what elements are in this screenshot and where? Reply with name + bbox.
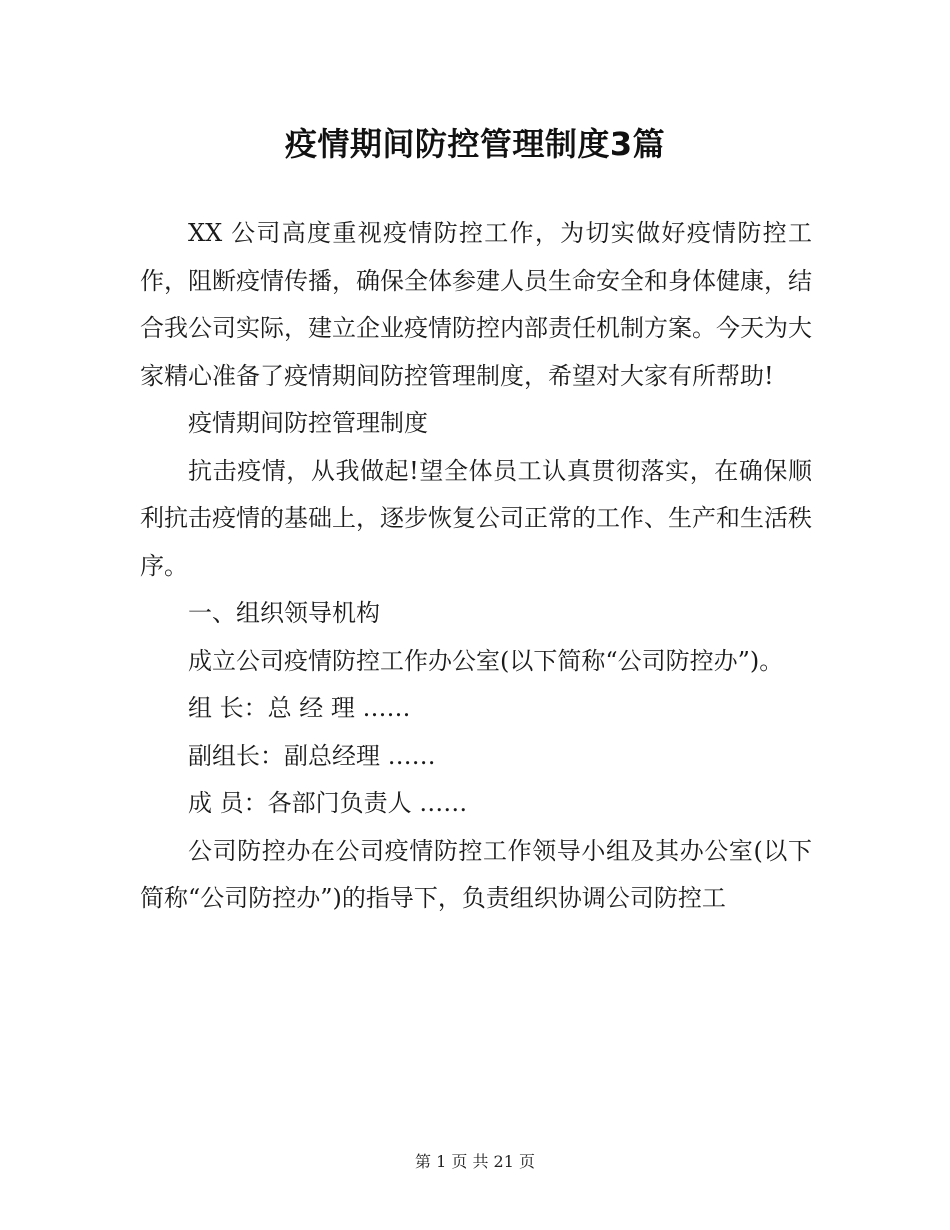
paragraph-leader: 组 长：总 经 理 …… (188, 694, 411, 722)
paragraph-office: 成立公司疫情防控工作办公室(以下简称“公司防控办”)。 (188, 646, 784, 675)
paragraph-deputy: 副组长：副总经理 …… (188, 741, 436, 770)
paragraph-intro: XX 公司高度重视疫情防控工作，为切实做好疫情防控工作，阻断疫情传播，确保全体参建人员生命安全和身体健康，结合我公司实际，建立企业疫情防控内部责任机制方案。今天为大家精心准备了疫情期间防控管理制度，希望对大家有所帮助! (140, 219, 812, 390)
paragraph-members: 成 员：各部门负责人 …… (188, 789, 468, 817)
document-body (140, 210, 812, 923)
section-heading: 一、组织领导机构 (188, 599, 380, 627)
paragraph-duty: 公司防控办在公司疫情防控工作领导小组及其办公室(以下简称“公司防控办”)的指导下，负责组织协调公司防控工 (140, 836, 812, 912)
paragraph-call: 抗击疫情，从我做起!望全体员工认真贯彻落实，在确保顺利抗击疫情的基础上，逐步恢复公司正常的工作、生产和生活秩序。 (140, 456, 812, 580)
page-footer: 第 1 页 共 21 页 (415, 1152, 535, 1171)
document-title: 疫情期间防控管理制度3篇 (284, 125, 666, 164)
paragraph-subtitle: 疫情期间防控管理制度 (188, 409, 428, 437)
